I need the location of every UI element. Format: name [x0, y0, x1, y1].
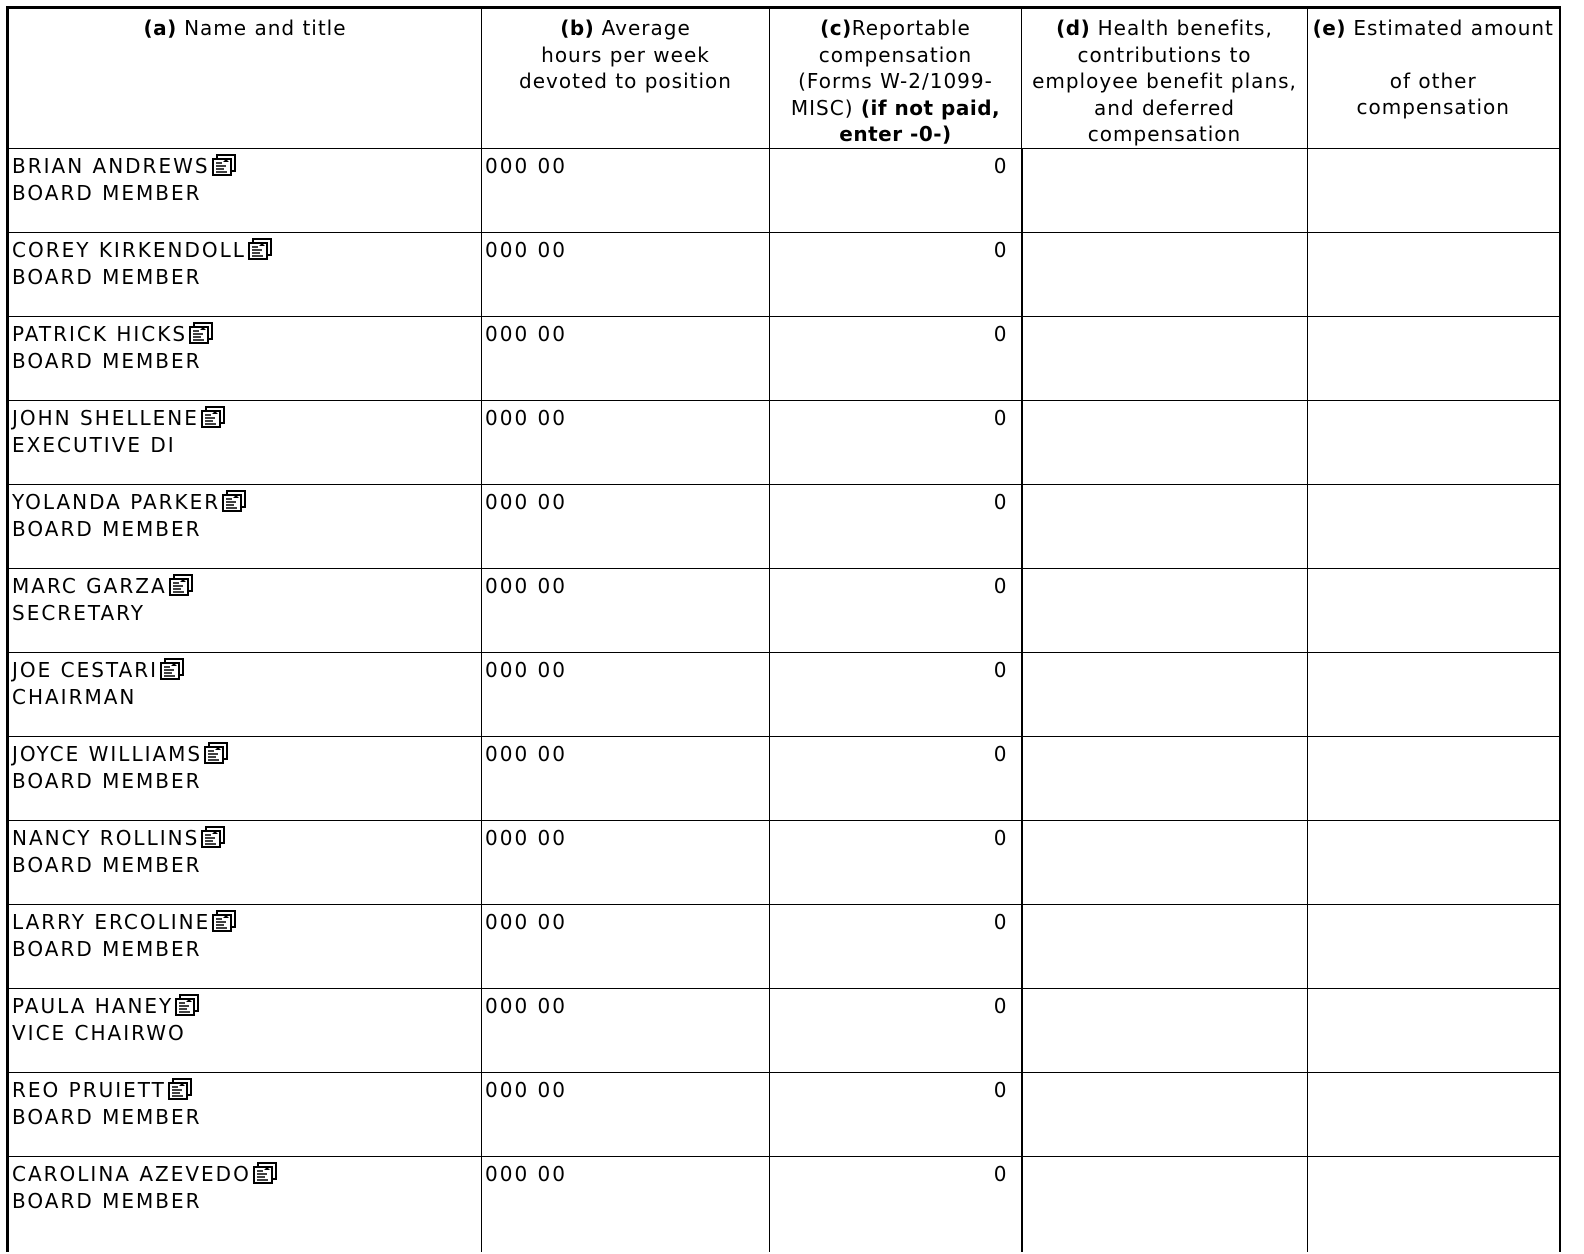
attachment-document-icon[interactable] — [167, 1078, 195, 1100]
header-other-compensation: (e) Estimated amount of other compensation — [1308, 8, 1560, 149]
person-name: YOLANDA PARKER — [12, 489, 221, 514]
name-title-cell — [8, 148, 482, 232]
health-benefits-cell — [1022, 820, 1308, 904]
other-compensation-cell — [1308, 400, 1560, 484]
average-hours-cell: 000 00 — [482, 988, 770, 1072]
reportable-compensation-cell: 0 — [770, 232, 1022, 316]
health-benefits-cell — [1022, 484, 1308, 568]
attachment-document-icon[interactable] — [252, 1162, 280, 1184]
other-compensation-cell — [1308, 232, 1560, 316]
table-row — [8, 484, 1560, 568]
person-name: REO PRUIETT — [12, 1077, 166, 1102]
attachment-document-icon[interactable] — [203, 742, 231, 764]
reportable-compensation-cell: 0 — [770, 1072, 1022, 1156]
average-hours-cell: 000 00 — [482, 1072, 770, 1156]
name-title-cell — [8, 1072, 482, 1156]
person-name: JOYCE WILLIAMS — [12, 741, 203, 766]
table-row — [8, 400, 1560, 484]
header-reportable-compensation: (c)Reportable compensation (Forms W-2/1099- MISC) (if not paid, enter -0-) — [770, 8, 1022, 149]
health-benefits-cell — [1022, 316, 1308, 400]
health-benefits-cell — [1022, 568, 1308, 652]
person-name: PATRICK HICKS — [12, 321, 188, 346]
name-title-cell — [8, 568, 482, 652]
person-name: COREY KIRKENDOLL — [12, 237, 246, 262]
person-name: JOE CESTARI — [12, 657, 159, 682]
table-row — [8, 988, 1560, 1072]
person-name: BRIAN ANDREWS — [12, 153, 210, 178]
name-title-cell — [8, 484, 482, 568]
name-title-cell — [8, 736, 482, 820]
attachment-document-icon[interactable] — [200, 406, 228, 428]
person-title: EXECUTIVE DI — [12, 432, 176, 457]
header-health-benefits: (d) Health benefits, contributions to employee benefit plans, and deferred compensation — [1022, 8, 1308, 149]
name-title-cell — [8, 316, 482, 400]
table-row — [8, 904, 1560, 988]
reportable-compensation-cell: 0 — [770, 484, 1022, 568]
person-title: BOARD MEMBER — [12, 180, 202, 205]
reportable-compensation-cell: 0 — [770, 988, 1022, 1072]
attachment-document-icon[interactable] — [221, 490, 249, 512]
reportable-compensation-cell: 0 — [770, 904, 1022, 988]
person-title: VICE CHAIRWO — [12, 1020, 186, 1045]
header-row — [8, 8, 1560, 149]
average-hours-cell: 000 00 — [482, 820, 770, 904]
name-title-cell — [8, 232, 482, 316]
other-compensation-cell — [1308, 148, 1560, 232]
person-name: NANCY ROLLINS — [12, 825, 200, 850]
health-benefits-cell — [1022, 904, 1308, 988]
other-compensation-cell — [1308, 652, 1560, 736]
average-hours-cell: 000 00 — [482, 400, 770, 484]
person-name: CAROLINA AZEVEDO — [12, 1161, 251, 1186]
average-hours-cell: 000 00 — [482, 316, 770, 400]
person-title: BOARD MEMBER — [12, 516, 202, 541]
table-row — [8, 316, 1560, 400]
attachment-document-icon[interactable] — [168, 574, 196, 596]
person-title: SECRETARY — [12, 600, 146, 625]
average-hours-cell: 000 00 — [482, 736, 770, 820]
person-name: JOHN SHELLENE — [12, 405, 199, 430]
person-title: BOARD MEMBER — [12, 768, 202, 793]
name-title-cell — [8, 652, 482, 736]
average-hours-cell: 000 00 — [482, 1156, 770, 1252]
attachment-document-icon[interactable] — [200, 826, 228, 848]
other-compensation-cell — [1308, 736, 1560, 820]
other-compensation-cell — [1308, 484, 1560, 568]
person-title: BOARD MEMBER — [12, 852, 202, 877]
average-hours-cell: 000 00 — [482, 148, 770, 232]
person-title: BOARD MEMBER — [12, 936, 202, 961]
attachment-document-icon[interactable] — [174, 994, 202, 1016]
table-row — [8, 1072, 1560, 1156]
table-row — [8, 568, 1560, 652]
other-compensation-cell — [1308, 316, 1560, 400]
health-benefits-cell — [1022, 652, 1308, 736]
reportable-compensation-cell: 0 — [770, 148, 1022, 232]
health-benefits-cell — [1022, 232, 1308, 316]
attachment-document-icon[interactable] — [247, 238, 275, 260]
health-benefits-cell — [1022, 1072, 1308, 1156]
person-title: BOARD MEMBER — [12, 264, 202, 289]
table-row — [8, 148, 1560, 232]
name-title-cell — [8, 1156, 482, 1252]
health-benefits-cell — [1022, 1156, 1308, 1252]
other-compensation-cell — [1308, 1072, 1560, 1156]
other-compensation-cell — [1308, 568, 1560, 652]
table-row — [8, 652, 1560, 736]
reportable-compensation-cell: 0 — [770, 820, 1022, 904]
reportable-compensation-cell: 0 — [770, 316, 1022, 400]
reportable-compensation-cell: 0 — [770, 652, 1022, 736]
name-title-cell — [8, 400, 482, 484]
attachment-document-icon[interactable] — [159, 658, 187, 680]
health-benefits-cell — [1022, 988, 1308, 1072]
table-row — [8, 736, 1560, 820]
table-row — [8, 820, 1560, 904]
person-title: BOARD MEMBER — [12, 1104, 202, 1129]
table-row — [8, 232, 1560, 316]
officers-compensation-table — [6, 6, 1561, 1252]
average-hours-cell: 000 00 — [482, 904, 770, 988]
reportable-compensation-cell: 0 — [770, 1156, 1022, 1252]
health-benefits-cell — [1022, 736, 1308, 820]
health-benefits-cell — [1022, 148, 1308, 232]
reportable-compensation-cell: 0 — [770, 400, 1022, 484]
attachment-document-icon[interactable] — [211, 910, 239, 932]
average-hours-cell: 000 00 — [482, 568, 770, 652]
person-title: BOARD MEMBER — [12, 348, 202, 373]
person-name: LARRY ERCOLINE — [12, 909, 211, 934]
other-compensation-cell — [1308, 1156, 1560, 1252]
table-row — [8, 1156, 1560, 1252]
reportable-compensation-cell: 0 — [770, 568, 1022, 652]
average-hours-cell: 000 00 — [482, 484, 770, 568]
person-title: CHAIRMAN — [12, 684, 137, 709]
name-title-cell — [8, 904, 482, 988]
header-name-and-title: (a) Name and title — [8, 8, 482, 149]
reportable-compensation-cell: 0 — [770, 736, 1022, 820]
average-hours-cell: 000 00 — [482, 232, 770, 316]
other-compensation-cell — [1308, 988, 1560, 1072]
person-name: MARC GARZA — [12, 573, 167, 598]
health-benefits-cell — [1022, 400, 1308, 484]
attachment-document-icon[interactable] — [211, 154, 239, 176]
other-compensation-cell — [1308, 820, 1560, 904]
person-title: BOARD MEMBER — [12, 1188, 202, 1213]
average-hours-cell: 000 00 — [482, 652, 770, 736]
other-compensation-cell — [1308, 904, 1560, 988]
attachment-document-icon[interactable] — [188, 322, 216, 344]
name-title-cell — [8, 988, 482, 1072]
name-title-cell — [8, 820, 482, 904]
header-average-hours: (b) Average hours per week devoted to position — [482, 8, 770, 149]
person-name: PAULA HANEY — [12, 993, 174, 1018]
